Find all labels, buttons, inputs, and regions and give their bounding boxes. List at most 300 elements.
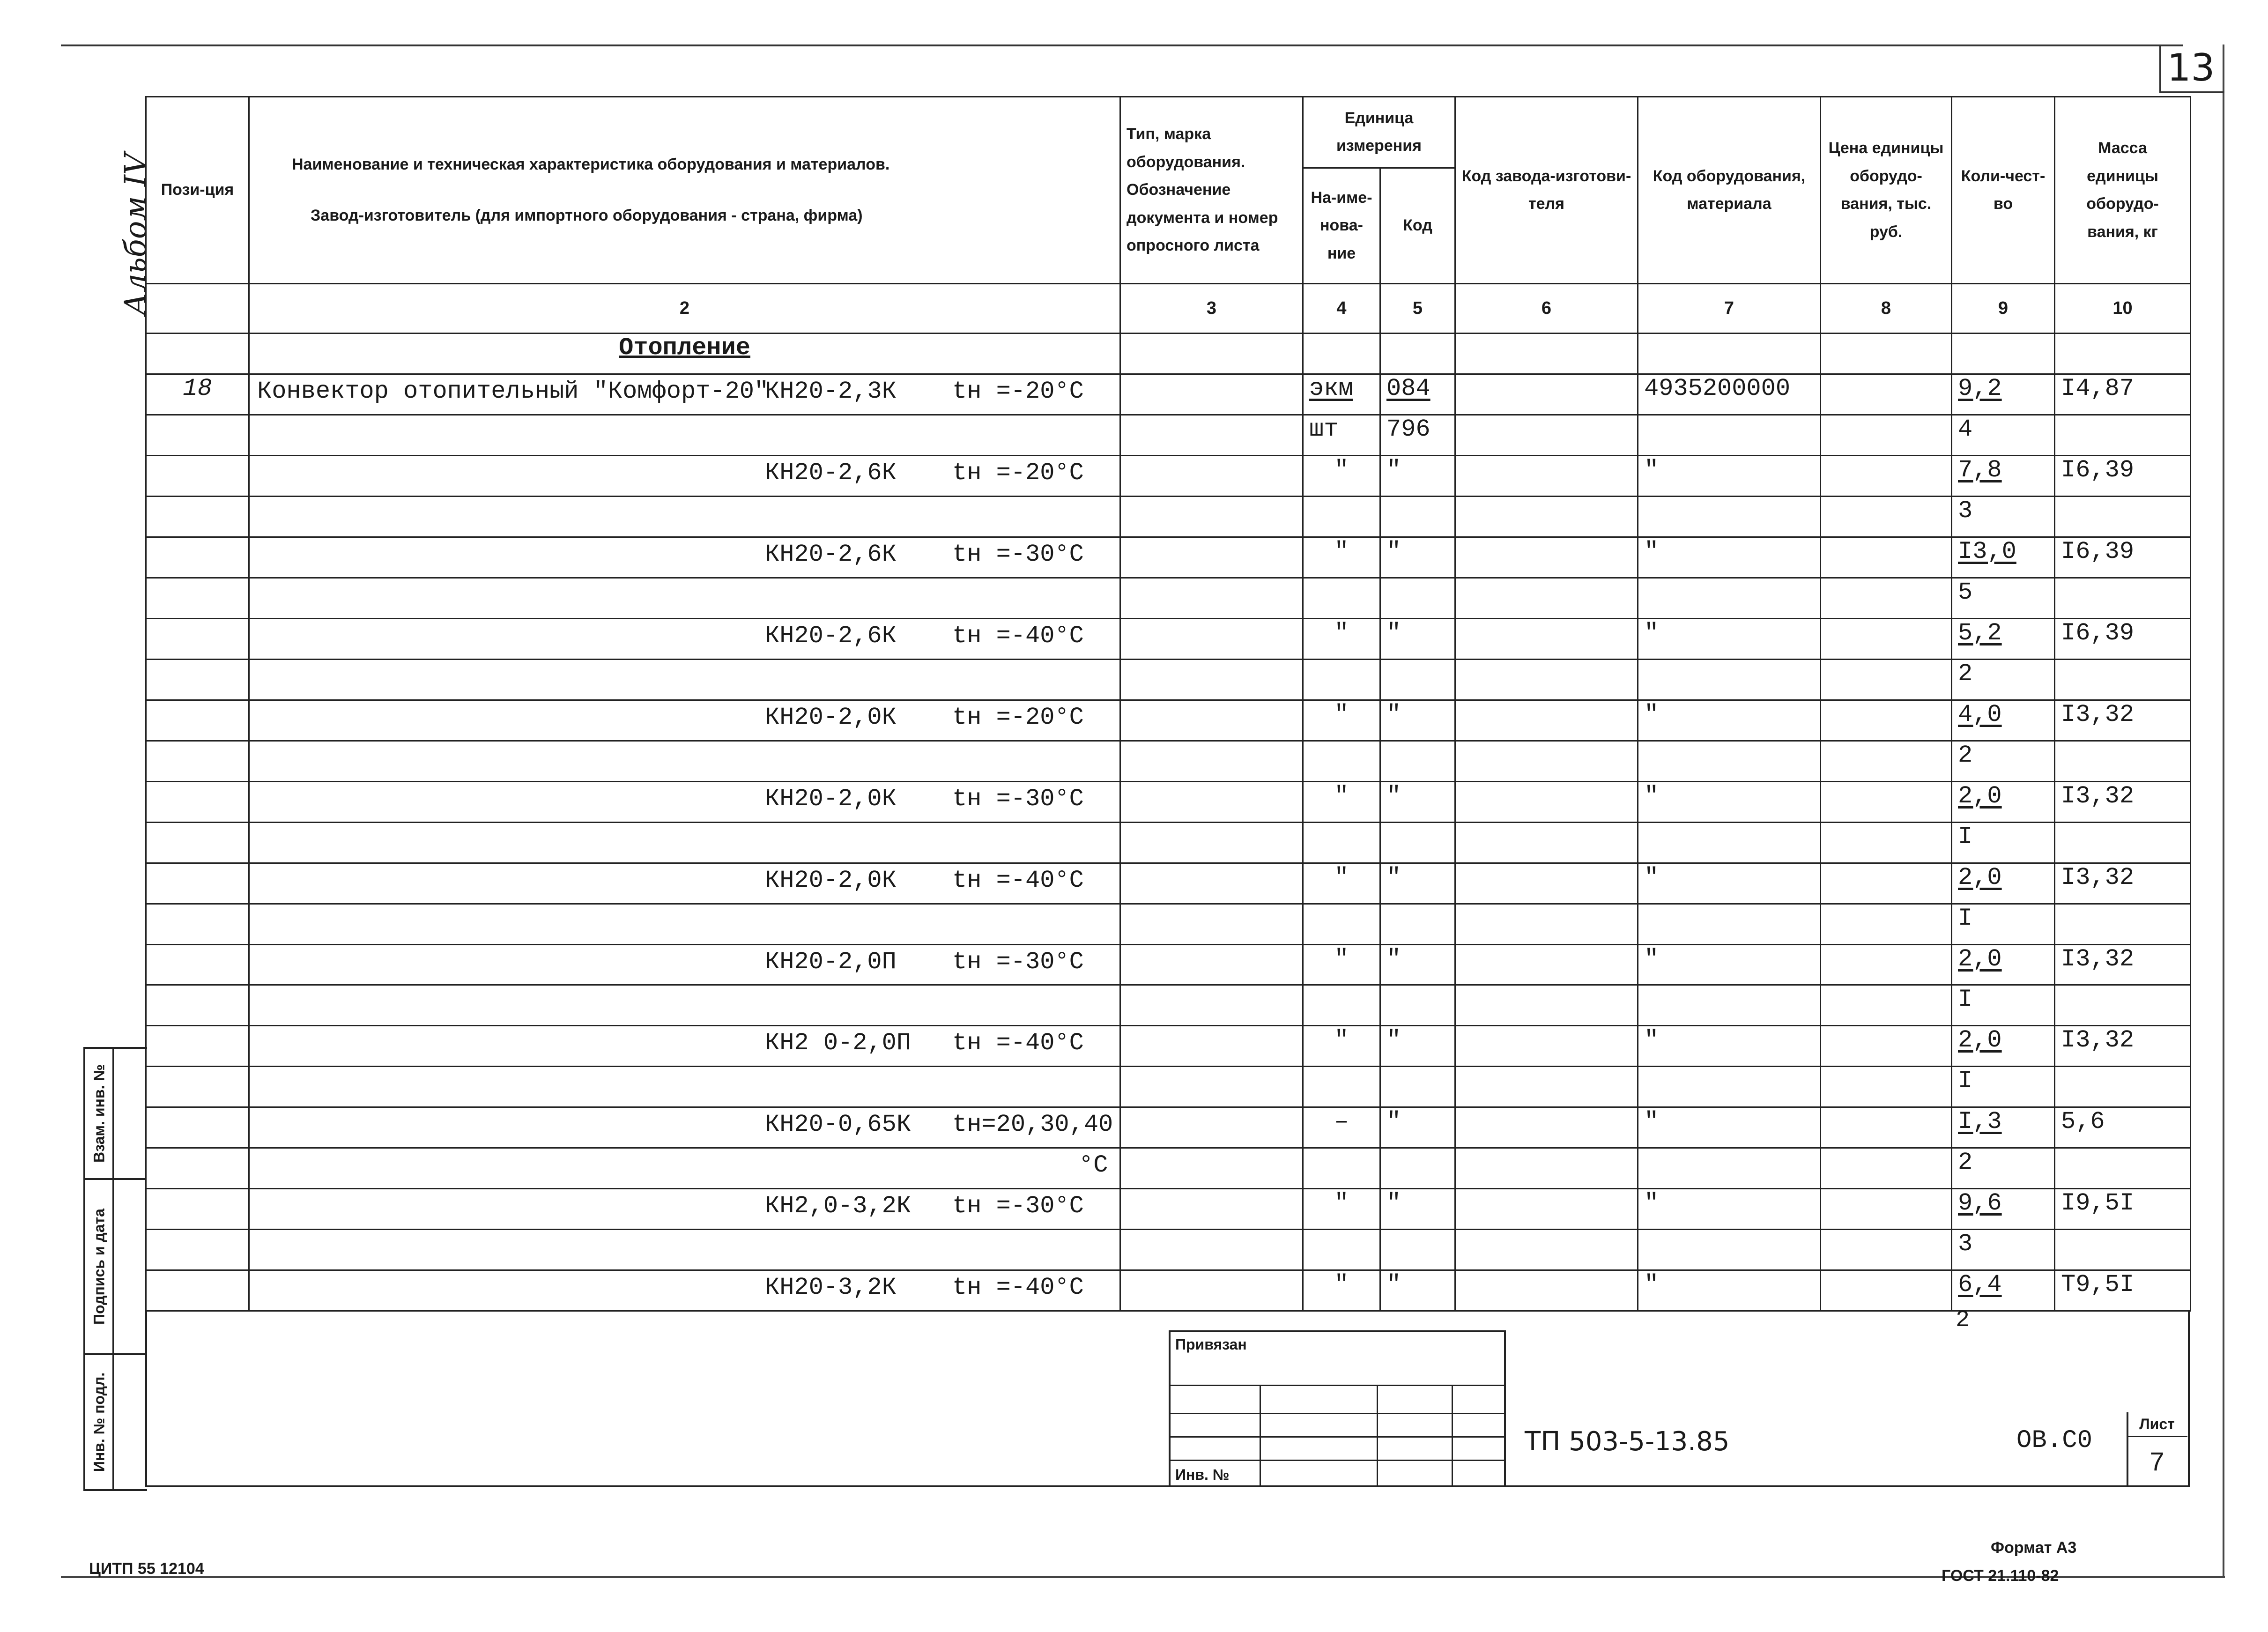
album-label: Альбом IV xyxy=(119,153,153,316)
item-price xyxy=(1821,578,1952,619)
item-qty: 9,6 xyxy=(1952,1189,2055,1230)
item-equip-code: " xyxy=(1638,1107,1821,1148)
item-unit xyxy=(1303,1148,1380,1189)
item-factory xyxy=(1455,985,1638,1026)
item-price xyxy=(1821,415,1952,456)
item-unit-code: " xyxy=(1380,1270,1455,1311)
item-unit-code: " xyxy=(1380,863,1455,904)
item-type xyxy=(1120,822,1303,863)
item-unit: " xyxy=(1303,781,1380,822)
name-cell xyxy=(249,822,1120,863)
item-qty: 6,4 xyxy=(1952,1270,2055,1311)
item-name-cell xyxy=(249,781,1120,822)
item-name-cell xyxy=(249,1026,1120,1067)
item-temperature: tн =-40°С xyxy=(952,622,1084,650)
item-row xyxy=(146,781,2191,822)
item-row xyxy=(146,537,2191,578)
item-qty-count: 2 xyxy=(1952,741,2055,781)
item-price xyxy=(1821,1026,1952,1067)
item-unit xyxy=(1303,1230,1380,1270)
item-factory xyxy=(1455,374,1638,415)
binding-line xyxy=(1171,1385,1504,1386)
name-cell xyxy=(249,741,1120,781)
item-row xyxy=(146,1270,2191,1311)
item-name-cell xyxy=(249,537,1120,578)
item-price xyxy=(1821,1148,1952,1189)
item-temperature: tн =-20°С xyxy=(952,703,1084,731)
item-row xyxy=(146,619,2191,660)
item-qty-count: I xyxy=(1952,822,2055,863)
item-mass xyxy=(2055,659,2191,700)
item-model: КН20-2,0К xyxy=(765,703,897,731)
pos-cell xyxy=(146,1026,249,1067)
item-factory xyxy=(1455,456,1638,497)
item-qty-count: I xyxy=(1952,904,2055,944)
item-type xyxy=(1120,619,1303,660)
binding-vline xyxy=(1260,1386,1261,1485)
item-unit-code xyxy=(1380,985,1455,1026)
binding-line xyxy=(1171,1436,1504,1438)
item-qty-count: 3 xyxy=(1952,497,2055,537)
name-cell xyxy=(249,1067,1120,1107)
item-model: КН20-0,65К xyxy=(765,1111,912,1139)
pos-cell xyxy=(146,741,249,781)
col-number: 2 xyxy=(249,284,1120,334)
item-price xyxy=(1821,944,1952,985)
item-type xyxy=(1120,578,1303,619)
item-factory xyxy=(1455,822,1638,863)
item-factory xyxy=(1455,700,1638,741)
item-equip-code: " xyxy=(1638,700,1821,741)
specification-body xyxy=(146,334,2191,1311)
item-subrow xyxy=(146,1230,2191,1270)
name-cell xyxy=(249,1230,1120,1270)
pos-cell xyxy=(146,985,249,1026)
item-model: КН20-2,6К xyxy=(765,541,897,569)
item-type xyxy=(1120,1230,1303,1270)
paper-format: Формат А3 xyxy=(1991,1539,2077,1557)
item-name-cell xyxy=(249,456,1120,497)
item-type xyxy=(1120,944,1303,985)
item-price xyxy=(1821,1067,1952,1107)
item-row xyxy=(146,700,2191,741)
item-subrow xyxy=(146,741,2191,781)
item-mass xyxy=(2055,1067,2191,1107)
empty-cell xyxy=(1120,334,1303,374)
item-model: КН20-2,6К xyxy=(765,459,897,487)
item-type xyxy=(1120,1148,1303,1189)
col-header-equip-code: Код оборудования, материала xyxy=(1638,97,1821,284)
item-row xyxy=(146,1026,2191,1067)
item-price xyxy=(1821,456,1952,497)
item-model: КН20-3,2К xyxy=(765,1274,897,1302)
item-equip-code xyxy=(1638,1230,1821,1270)
item-type xyxy=(1120,1270,1303,1311)
print-code: ЦИТП 55 12104 xyxy=(89,1560,204,1578)
pos-cell xyxy=(146,1067,249,1107)
item-factory xyxy=(1455,1270,1638,1311)
item-equip-code xyxy=(1638,497,1821,537)
item-row xyxy=(146,863,2191,904)
sheet-border-top xyxy=(61,45,2183,46)
item-equip-code xyxy=(1638,904,1821,944)
pos-cell xyxy=(146,456,249,497)
item-unit-code xyxy=(1380,741,1455,781)
item-qty-count: I xyxy=(1952,1067,2055,1107)
item-name-cell xyxy=(249,1107,1120,1148)
item-name-cell xyxy=(249,944,1120,985)
item-equip-code: 4935200000 xyxy=(1638,374,1821,415)
item-mass: I3,32 xyxy=(2055,863,2191,904)
empty-cell xyxy=(1821,334,1952,374)
item-subrow xyxy=(146,1067,2191,1107)
item-unit-code: " xyxy=(1380,700,1455,741)
item-type xyxy=(1120,456,1303,497)
item-factory xyxy=(1455,619,1638,660)
pos-cell xyxy=(146,334,249,374)
empty-cell xyxy=(1380,334,1455,374)
pos-cell xyxy=(146,497,249,537)
item-qty: 4,0 xyxy=(1952,700,2055,741)
item-temperature-unit: °С xyxy=(1079,1151,1108,1179)
item-factory xyxy=(1455,904,1638,944)
item-type xyxy=(1120,863,1303,904)
item-type xyxy=(1120,659,1303,700)
item-temperature: tн =-20°С xyxy=(952,459,1084,487)
item-price xyxy=(1821,374,1952,415)
item-price xyxy=(1821,700,1952,741)
item-unit-code: 084 xyxy=(1380,374,1455,415)
item-unit: экм xyxy=(1303,374,1380,415)
item-unit-code xyxy=(1380,659,1455,700)
item-qty-count: 5 xyxy=(1952,578,2055,619)
item-unit-code xyxy=(1380,904,1455,944)
item-equip-code: " xyxy=(1638,944,1821,985)
item-qty-count: 2 xyxy=(1952,1148,2055,1189)
item-qty: 2,0 xyxy=(1952,781,2055,822)
item-unit xyxy=(1303,578,1380,619)
item-model: КН20-2,3К xyxy=(765,378,897,406)
item-unit: " xyxy=(1303,537,1380,578)
sheet-frame-bottom xyxy=(145,1312,2190,1487)
col-number: 8 xyxy=(1821,284,1952,334)
binding-inv-no: Инв. № xyxy=(1175,1466,1230,1483)
item-factory xyxy=(1455,863,1638,904)
item-factory xyxy=(1455,1026,1638,1067)
item-unit-code: " xyxy=(1380,1026,1455,1067)
section-row xyxy=(146,334,2191,374)
item-temperature: tн =-40°С xyxy=(952,866,1084,894)
item-equip-code: " xyxy=(1638,1189,1821,1230)
item-mass xyxy=(2055,985,2191,1026)
item-unit xyxy=(1303,1067,1380,1107)
empty-cell xyxy=(1455,334,1638,374)
item-type xyxy=(1120,1067,1303,1107)
pos-cell xyxy=(146,781,249,822)
item-unit-code: " xyxy=(1380,1189,1455,1230)
binding-line xyxy=(1171,1413,1504,1414)
item-price xyxy=(1821,1270,1952,1311)
item-temperature: tн =-30°С xyxy=(952,948,1084,976)
item-temperature: tн=20,30,40 xyxy=(952,1111,1113,1139)
item-qty: 2,0 xyxy=(1952,1026,2055,1067)
item-name-cell xyxy=(249,374,1120,415)
pos-cell xyxy=(146,659,249,700)
item-name-cell xyxy=(249,863,1120,904)
item-type xyxy=(1120,904,1303,944)
item-unit-code: " xyxy=(1380,781,1455,822)
name-cell xyxy=(249,985,1120,1026)
name-cell xyxy=(249,497,1120,537)
item-unit xyxy=(1303,497,1380,537)
col-header-name-line2: Завод-изготовитель (для импортного оборудования - страна, фирма) xyxy=(311,207,863,225)
item-factory xyxy=(1455,1107,1638,1148)
item-factory xyxy=(1455,1067,1638,1107)
binding-vline xyxy=(1452,1386,1453,1485)
item-mass: I3,32 xyxy=(2055,781,2191,822)
item-model: КН20-2,0П xyxy=(765,948,897,976)
item-unit-code: 796 xyxy=(1380,415,1455,456)
document-suffix: ОВ.С0 xyxy=(2016,1426,2093,1455)
item-qty: 2,0 xyxy=(1952,944,2055,985)
item-qty: 2,0 xyxy=(1952,863,2055,904)
item-unit: " xyxy=(1303,863,1380,904)
item-price xyxy=(1821,1230,1952,1270)
col-header-name-line1: Наименование и техническая характеристика оборудования и материалов. xyxy=(292,155,890,173)
item-unit xyxy=(1303,985,1380,1026)
item-temperature: tн =-30°С xyxy=(952,541,1084,569)
section-title: Отопление xyxy=(249,334,1120,374)
item-type xyxy=(1120,497,1303,537)
pos-cell xyxy=(146,700,249,741)
empty-cell xyxy=(2055,334,2191,374)
item-qty-count: 4 xyxy=(1952,415,2055,456)
item-type xyxy=(1120,781,1303,822)
item-mass xyxy=(2055,904,2191,944)
empty-cell xyxy=(1303,334,1380,374)
item-qty: 7,8 xyxy=(1952,456,2055,497)
item-type xyxy=(1120,374,1303,415)
item-price xyxy=(1821,741,1952,781)
empty-cell xyxy=(1638,334,1821,374)
col-number: 3 xyxy=(1120,284,1303,334)
item-equip-code: " xyxy=(1638,537,1821,578)
item-mass: I3,32 xyxy=(2055,944,2191,985)
item-unit: " xyxy=(1303,1026,1380,1067)
item-unit-code: " xyxy=(1380,537,1455,578)
pos-cell xyxy=(146,822,249,863)
item-type xyxy=(1120,985,1303,1026)
pos-cell xyxy=(146,537,249,578)
sheet-number: 13 xyxy=(2167,46,2215,89)
item-unit: " xyxy=(1303,700,1380,741)
item-subrow xyxy=(146,578,2191,619)
item-model: КН20-2,0К xyxy=(765,785,897,813)
item-row xyxy=(146,1189,2191,1230)
item-name-cell xyxy=(249,700,1120,741)
item-mass xyxy=(2055,578,2191,619)
item-unit: – xyxy=(1303,1107,1380,1148)
specification-table xyxy=(145,96,2191,1312)
item-factory xyxy=(1455,1189,1638,1230)
item-qty-count: 3 xyxy=(1952,1230,2055,1270)
item-qty: 5,2 xyxy=(1952,619,2055,660)
item-mass xyxy=(2055,497,2191,537)
item-temperature: tн =-30°С xyxy=(952,785,1084,813)
item-mass xyxy=(2055,1230,2191,1270)
item-unit xyxy=(1303,904,1380,944)
item-factory xyxy=(1455,944,1638,985)
header-row xyxy=(146,97,2191,168)
sheet-border-bottom xyxy=(61,1576,2225,1578)
item-unit: " xyxy=(1303,1270,1380,1311)
binding-title: Привязан xyxy=(1175,1336,1247,1353)
col-number: 5 xyxy=(1380,284,1455,334)
column-numbers-row xyxy=(146,284,2191,334)
col-header-unit-name: На-име-нова-ние xyxy=(1303,168,1380,284)
item-mass: I6,39 xyxy=(2055,537,2191,578)
item-unit-code xyxy=(1380,578,1455,619)
col-number: 10 xyxy=(2055,284,2191,334)
item-mass xyxy=(2055,415,2191,456)
item-factory xyxy=(1455,741,1638,781)
item-mass xyxy=(2055,741,2191,781)
item-factory xyxy=(1455,578,1638,619)
pos-cell xyxy=(146,1270,249,1311)
pos-cell xyxy=(146,1189,249,1230)
item-row xyxy=(146,456,2191,497)
item-type xyxy=(1120,415,1303,456)
item-price xyxy=(1821,1189,1952,1230)
item-unit: шт xyxy=(1303,415,1380,456)
item-equip-code xyxy=(1638,415,1821,456)
item-qty: 9,2 xyxy=(1952,374,2055,415)
sheet-border-right xyxy=(2223,45,2224,1576)
item-factory xyxy=(1455,1148,1638,1189)
pos-cell xyxy=(146,619,249,660)
item-unit xyxy=(1303,659,1380,700)
item-qty-count: I xyxy=(1952,985,2055,1026)
item-unit-code: " xyxy=(1380,619,1455,660)
pos-cell xyxy=(146,1230,249,1270)
pos-cell xyxy=(146,415,249,456)
sheet-list-number: 7 xyxy=(2149,1447,2164,1476)
item-equip-code: " xyxy=(1638,1026,1821,1067)
item-price xyxy=(1821,985,1952,1026)
item-factory xyxy=(1455,497,1638,537)
name-cell xyxy=(249,578,1120,619)
item-equip-code xyxy=(1638,1148,1821,1189)
item-unit-code: " xyxy=(1380,1107,1455,1148)
name-cell xyxy=(249,415,1120,456)
item-price xyxy=(1821,1107,1952,1148)
item-subrow xyxy=(146,985,2191,1026)
item-mass: T9,5I xyxy=(2055,1270,2191,1311)
col-header-qty: Коли-чест-во xyxy=(1952,97,2055,284)
item-row xyxy=(146,944,2191,985)
item-row xyxy=(146,374,2191,415)
item-temperature: tн =-40°С xyxy=(952,1274,1084,1302)
pos-cell xyxy=(146,1148,249,1189)
item-unit-code xyxy=(1380,822,1455,863)
item-price xyxy=(1821,904,1952,944)
item-factory xyxy=(1455,659,1638,700)
item-price xyxy=(1821,619,1952,660)
col-number: 4 xyxy=(1303,284,1380,334)
gost-standard: ГОСТ 21.110-82 xyxy=(1942,1567,2059,1585)
item-factory xyxy=(1455,537,1638,578)
item-unit-code xyxy=(1380,1148,1455,1189)
item-row xyxy=(146,1107,2191,1148)
item-model: КН2,0-3,2К xyxy=(765,1192,912,1220)
item-mass: I6,39 xyxy=(2055,619,2191,660)
item-unit-code: " xyxy=(1380,456,1455,497)
item-equip-code: " xyxy=(1638,619,1821,660)
item-unit-code xyxy=(1380,497,1455,537)
pos-cell xyxy=(146,863,249,904)
item-equip-code xyxy=(1638,659,1821,700)
col-number: 9 xyxy=(1952,284,2055,334)
name-cell xyxy=(249,904,1120,944)
item-factory xyxy=(1455,781,1638,822)
col-header-price: Цена единицы оборудо-вания, тыс. руб. xyxy=(1821,97,1952,284)
item-unit-code xyxy=(1380,1067,1455,1107)
col-number xyxy=(146,284,249,334)
col-header-unit: Единица измерения xyxy=(1303,97,1455,168)
item-factory xyxy=(1455,415,1638,456)
item-temperature: tн =-30°С xyxy=(952,1192,1084,1220)
item-subrow xyxy=(146,659,2191,700)
item-price xyxy=(1821,822,1952,863)
col-header-factory: Код завода-изготови-теля xyxy=(1455,97,1638,284)
item-qty-count: 2 xyxy=(1952,659,2055,700)
last-item-qty-bottom: 2 xyxy=(1956,1307,1970,1334)
item-name-cell xyxy=(249,1189,1120,1230)
item-mass: I3,32 xyxy=(2055,1026,2191,1067)
item-mass: I3,32 xyxy=(2055,700,2191,741)
item-model: КН20-2,6К xyxy=(765,622,897,650)
col-header-pos: Пози-ция xyxy=(146,97,249,284)
item-mass: I6,39 xyxy=(2055,456,2191,497)
item-equip-code xyxy=(1638,985,1821,1026)
item-name-cell xyxy=(249,619,1120,660)
item-mass: 5,6 xyxy=(2055,1107,2191,1148)
name-cell xyxy=(249,659,1120,700)
col-header-type: Тип, марка оборудования. Обозначение документа и номер опросного листа xyxy=(1120,97,1303,284)
item-unit: " xyxy=(1303,456,1380,497)
sheet-list-label: Лист xyxy=(2127,1412,2187,1437)
name-cell xyxy=(249,1148,1120,1189)
pos-cell xyxy=(146,904,249,944)
item-equip-code xyxy=(1638,1067,1821,1107)
item-temperature: tн =-20°С xyxy=(952,378,1084,406)
item-equip-code xyxy=(1638,741,1821,781)
item-unit: " xyxy=(1303,1189,1380,1230)
item-price xyxy=(1821,497,1952,537)
item-subrow xyxy=(146,904,2191,944)
item-price xyxy=(1821,537,1952,578)
item-subrow xyxy=(146,822,2191,863)
item-equip-code: " xyxy=(1638,863,1821,904)
item-type xyxy=(1120,741,1303,781)
col-number: 7 xyxy=(1638,284,1821,334)
item-equip-code xyxy=(1638,578,1821,619)
item-qty: I,3 xyxy=(1952,1107,2055,1148)
item-mass xyxy=(2055,822,2191,863)
side-stamp-inv-orig: Инв. № подл. xyxy=(83,1355,145,1489)
binding-line xyxy=(1171,1460,1504,1461)
item-pos: 18 xyxy=(146,374,249,415)
